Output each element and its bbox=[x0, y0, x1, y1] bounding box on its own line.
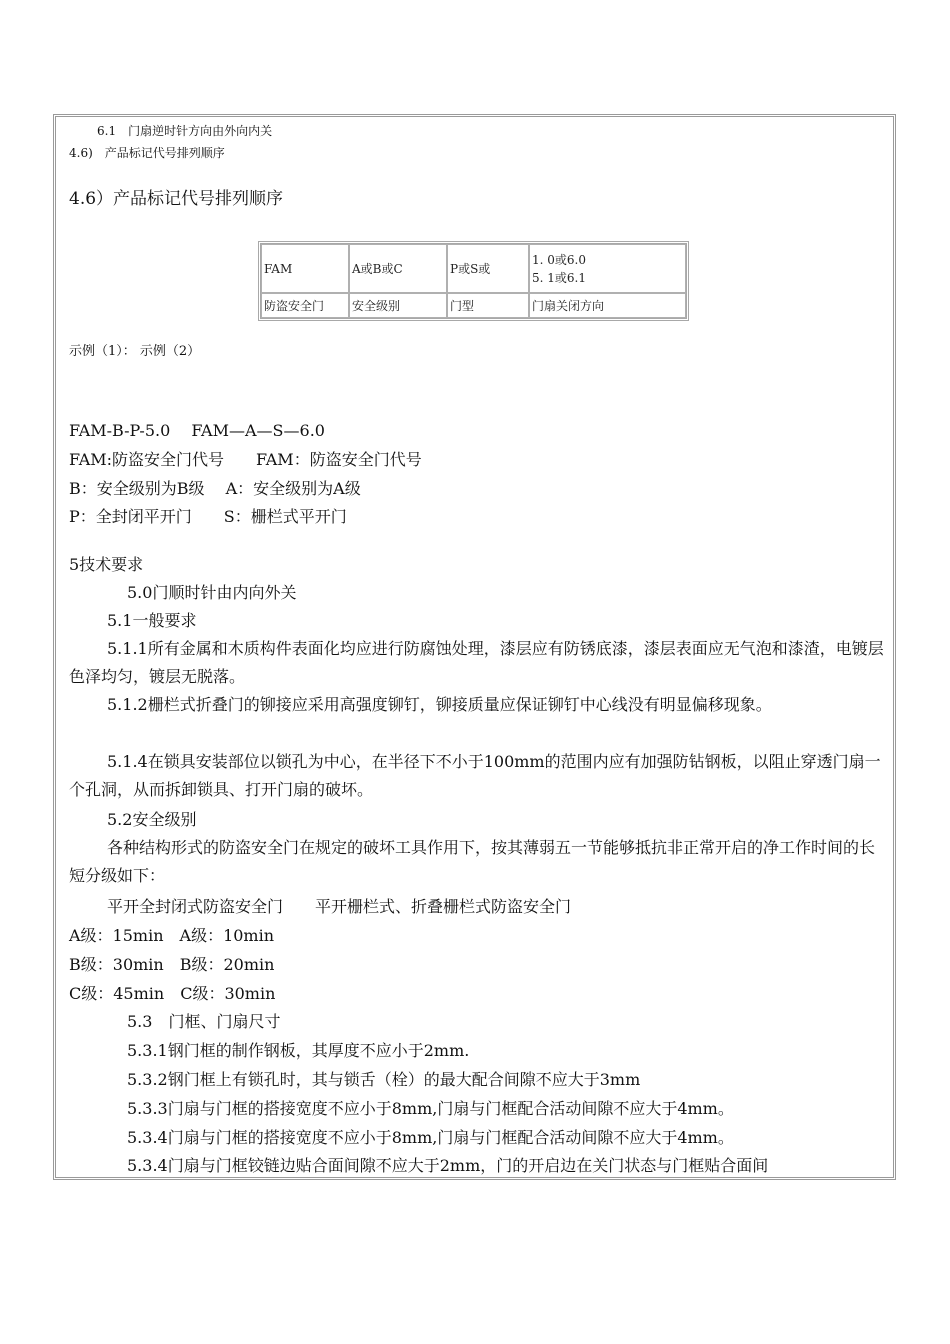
direction-option-2: 5. 1或6.1 bbox=[532, 270, 586, 285]
code-cell-grade: A或B或C bbox=[349, 244, 447, 293]
s5-3: 5.3 门框、门扇尺寸 bbox=[127, 1012, 281, 1031]
code-label-grade: 安全级别 bbox=[349, 293, 447, 318]
para-5-2: 各种结构形式的防盗安全门在规定的破坏工具作用下，按其薄弱五一节能够抵抗非正常开启的净工作时间的长短分级如下： bbox=[69, 838, 876, 885]
examples-label: 示例（1）： 示例（2） bbox=[69, 344, 201, 359]
direction-option-1: 1. 0或6.0 bbox=[532, 252, 586, 267]
header-line-2: 4.6) 产品标记代号排列顺序 bbox=[69, 146, 225, 160]
example-line-2: FAM:防盗安全门代号 FAM：防盗安全门代号 bbox=[69, 450, 422, 469]
code-label-type: 门型 bbox=[447, 293, 529, 318]
s5-2: 5.2安全级别 bbox=[107, 810, 197, 829]
example-line-1: FAM-B-P-5.0 FAM—A—S—6.0 bbox=[69, 421, 325, 440]
para-5-1-4: 5.1.4在锁具安装部位以锁孔为中心，在半径下不小于100mm的范围内应有加强防钻钢板，以阻止穿透门扇一个孔洞，从而拆卸锁具、打开门扇的破坏。 bbox=[69, 752, 881, 799]
s5-3-3: 5.3.3门扇与门框的搭接宽度不应小于8mm,门扇与门框配合活动间隙不应大于4mm。 bbox=[127, 1099, 734, 1118]
para-5-1-1: 5.1.1所有金属和木质构件表面化均应进行防腐蚀处理，漆层应有防锈底漆，漆层表面应无气泡和漆渣，电镀层色泽均匀，镀层无脱落。 bbox=[69, 639, 884, 686]
s5-3-2: 5.3.2钢门框上有锁孔时，其与锁舌（栓）的最大配合间隙不应大于3mm bbox=[127, 1070, 641, 1089]
grade-row-b: B级：30min B级：20min bbox=[69, 955, 275, 974]
s5-3-4b: 5.3.4门扇与门框铰链边贴合面间隙不应大于2mm，门的开启边在关门状态与门框贴合面间 bbox=[127, 1156, 769, 1175]
example-line-3: B：安全级别为B级 A：安全级别为A级 bbox=[69, 479, 361, 498]
code-cell-direction bbox=[529, 244, 686, 293]
example-line-4: P：全封闭平开门 S：栅栏式平开门 bbox=[69, 507, 347, 526]
section-title: 4.6）产品标记代号排列顺序 bbox=[69, 189, 284, 209]
sec5-title: 5技术要求 bbox=[69, 555, 144, 574]
code-cell-fam: FAM bbox=[261, 244, 349, 293]
grade-row-c: C级：45min C级：30min bbox=[69, 984, 276, 1003]
product-code-table bbox=[258, 241, 689, 321]
code-cell-type: P或S或 bbox=[447, 244, 529, 293]
para-5-1-2: 5.1.2栅栏式折叠门的铆接应采用高强度铆钉，铆接质量应保证铆钉中心线没有明显偏移现象。 bbox=[107, 695, 772, 714]
code-label-direction: 门扇关闭方向 bbox=[529, 293, 686, 318]
s5-1: 5.1一般要求 bbox=[107, 611, 197, 630]
header-line-1: 6.1 门扇逆时针方向由外向内关 bbox=[97, 124, 273, 138]
grade-row-a: A级：15min A级：10min bbox=[69, 926, 275, 945]
s5-0: 5.0门顺时针由内向外关 bbox=[127, 583, 297, 602]
s5-3-1: 5.3.1钢门框的制作钢板，其厚度不应小于2mm. bbox=[127, 1041, 470, 1060]
grades-header: 平开全封闭式防盗安全门 平开栅栏式、折叠栅栏式防盗安全门 bbox=[107, 897, 572, 916]
code-label-door: 防盗安全门 bbox=[261, 293, 349, 318]
s5-3-4a: 5.3.4门扇与门框的搭接宽度不应小于8mm,门扇与门框配合活动间隙不应大于4mm。 bbox=[127, 1128, 734, 1147]
